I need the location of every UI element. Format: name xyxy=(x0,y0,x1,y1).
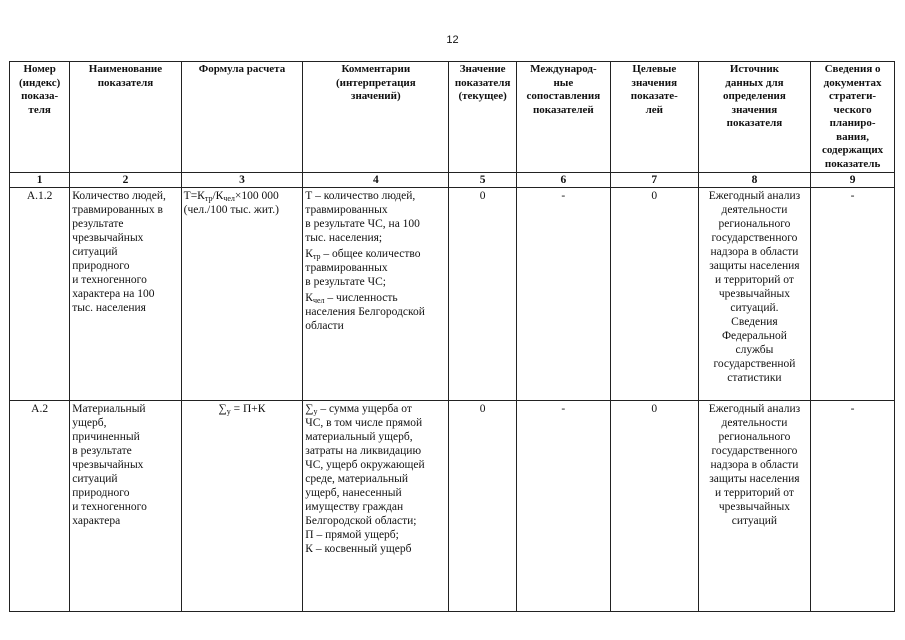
header-source: Источник данных для определения значения показателя xyxy=(698,62,810,173)
header-international: Международ- ные сопоставления показателей xyxy=(516,62,610,173)
formula-subscript: тр xyxy=(204,194,213,203)
comment-paragraph: – сумма ущерба от ЧС, в том числе прямой материальный ущерб, затраты на ликвидацию ЧС, ущерб окружающей среде, материальный ущерб, нанесенный имуществу граждан Белгородской области; П – прямой ущерб; К – косвенный ущерб xyxy=(305,403,425,555)
indicator-index: А.2 xyxy=(10,401,70,612)
column-number: 2 xyxy=(70,173,181,188)
formula-subscript: у xyxy=(226,407,231,416)
indicator-value: 0 xyxy=(449,188,516,401)
table-row xyxy=(10,401,895,612)
formula-units: (чел./100 тыс. жит.) xyxy=(183,204,279,216)
header-documents: Сведения о документах стратеги- ческого планиро- вания, содержащих показатель xyxy=(811,62,895,173)
comment-symbol: ∑ xyxy=(305,403,314,415)
formula-symbol: ∑ xyxy=(218,403,227,415)
indicator-documents: - xyxy=(811,401,895,612)
formula-part: Т=К xyxy=(183,190,205,202)
indicator-international: - xyxy=(516,401,610,612)
column-number: 9 xyxy=(811,173,895,188)
indicator-table xyxy=(9,61,895,612)
column-number: 4 xyxy=(303,173,449,188)
column-number: 1 xyxy=(10,173,70,188)
indicator-name: Материальный ущерб, причиненный в результате чрезвычайных ситуаций природного и техногенного характера xyxy=(70,401,181,612)
indicator-source: Ежегодный анализ деятельности регионального государственного надзора в области защиты населения и территорий от чрезвычайных ситуаций. Сведения Федеральной службы государственной статистики xyxy=(698,188,810,401)
formula-part: ×100 000 xyxy=(234,190,279,202)
indicator-comment xyxy=(303,401,449,612)
column-number: 6 xyxy=(516,173,610,188)
indicator-formula xyxy=(181,188,303,401)
comment-paragraph: – общее количество травмированных в результате ЧС; xyxy=(305,248,421,288)
indicator-source: Ежегодный анализ деятельности регионального государственного надзора в области защиты населения и территорий от чрезвычайных ситуаций xyxy=(698,401,810,612)
header-target: Целевые значения показате- лей xyxy=(610,62,698,173)
column-number: 3 xyxy=(181,173,303,188)
header-comments: Комментарии (интерпретация значений) xyxy=(303,62,449,173)
formula-part: = П+К xyxy=(230,403,266,415)
indicator-documents: - xyxy=(811,188,895,401)
indicator-formula xyxy=(181,401,303,612)
formula-part: /К xyxy=(212,190,224,202)
indicator-value: 0 xyxy=(449,401,516,612)
indicator-index: А.1.2 xyxy=(10,188,70,401)
column-number: 8 xyxy=(698,173,810,188)
column-number: 5 xyxy=(449,173,516,188)
comment-paragraph: Т – количество людей, травмированных в результате ЧС, на 100 тыс. населения; xyxy=(305,190,420,244)
comment-paragraph: – численность населения Белгородской области xyxy=(305,292,425,332)
indicator-comment xyxy=(303,188,449,401)
header-index: Номер (индекс) показа- теля xyxy=(10,62,70,173)
comment-subscript: у xyxy=(313,407,318,416)
page-number: 12 xyxy=(446,34,459,46)
indicator-target: 0 xyxy=(610,188,698,401)
formula-subscript: чел xyxy=(223,194,235,203)
table-row xyxy=(10,188,895,401)
column-number-row xyxy=(10,173,895,188)
indicator-name: Количество людей, травмированных в результате чрезвычайных ситуаций природного и техногенного характера на 100 тыс. населения xyxy=(70,188,181,401)
comment-subscript: тр xyxy=(312,252,321,261)
header-row xyxy=(10,62,895,173)
header-value: Значение показателя (текущее) xyxy=(449,62,516,173)
header-formula: Формула расчета xyxy=(181,62,303,173)
column-number: 7 xyxy=(610,173,698,188)
comment-symbol: К xyxy=(305,292,313,304)
indicator-international: - xyxy=(516,188,610,401)
header-name: Наименование показателя xyxy=(70,62,181,173)
comment-symbol: К xyxy=(305,248,313,260)
indicator-target: 0 xyxy=(610,401,698,612)
comment-subscript: чел xyxy=(312,296,325,305)
